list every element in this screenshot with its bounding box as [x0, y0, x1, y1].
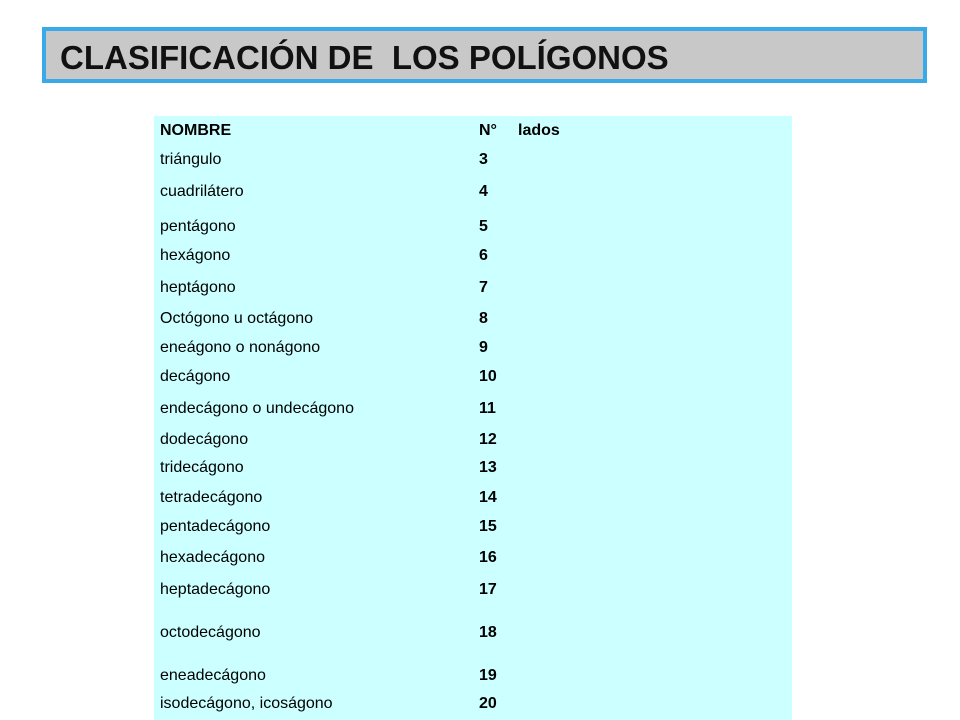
row-name: cuadrilátero	[160, 183, 244, 200]
row-name: eneadecágono	[160, 667, 266, 684]
row-sides: 5	[479, 218, 488, 235]
row-name: tetradecágono	[160, 489, 263, 506]
row-sides: 15	[479, 518, 497, 535]
row-sides: 10	[479, 368, 497, 385]
row-sides: 14	[479, 489, 497, 506]
row-sides: 7	[479, 279, 488, 296]
row-name: isodecágono, icoságono	[160, 695, 333, 712]
row-name: triángulo	[160, 151, 222, 168]
row-sides: 19	[479, 667, 497, 684]
row-name: hexadecágono	[160, 549, 265, 566]
row-name: Octógono u octágono	[160, 310, 314, 327]
row-name: tridecágono	[160, 459, 244, 476]
header-number: N°	[479, 122, 497, 139]
header-sides: lados	[518, 122, 560, 139]
row-sides: 20	[479, 695, 497, 712]
row-sides: 3	[479, 151, 488, 168]
row-name: pentágono	[160, 218, 236, 235]
row-sides: 17	[479, 581, 497, 598]
row-name: heptadecágono	[160, 581, 271, 598]
row-name: hexágono	[160, 247, 231, 264]
row-name: endecágono o undecágono	[160, 400, 354, 417]
row-sides: 4	[479, 183, 488, 200]
row-name: octodecágono	[160, 624, 261, 641]
page-title: CLASIFICACIÓN DE LOS POLÍGONOS	[60, 39, 669, 76]
title-banner	[42, 27, 927, 83]
row-sides: 16	[479, 549, 497, 566]
row-sides: 18	[479, 624, 497, 641]
row-name: decágono	[160, 368, 231, 385]
row-sides: 6	[479, 247, 488, 264]
header-name: NOMBRE	[160, 122, 232, 139]
row-sides: 9	[479, 339, 488, 356]
row-sides: 11	[479, 400, 496, 417]
row-name: pentadecágono	[160, 518, 271, 535]
row-name: eneágono o nonágono	[160, 339, 321, 356]
row-sides: 12	[479, 431, 497, 448]
row-sides: 13	[479, 459, 497, 476]
polygon-table	[154, 116, 792, 720]
row-sides: 8	[479, 310, 488, 327]
row-name: dodecágono	[160, 431, 249, 448]
row-name: heptágono	[160, 279, 236, 296]
